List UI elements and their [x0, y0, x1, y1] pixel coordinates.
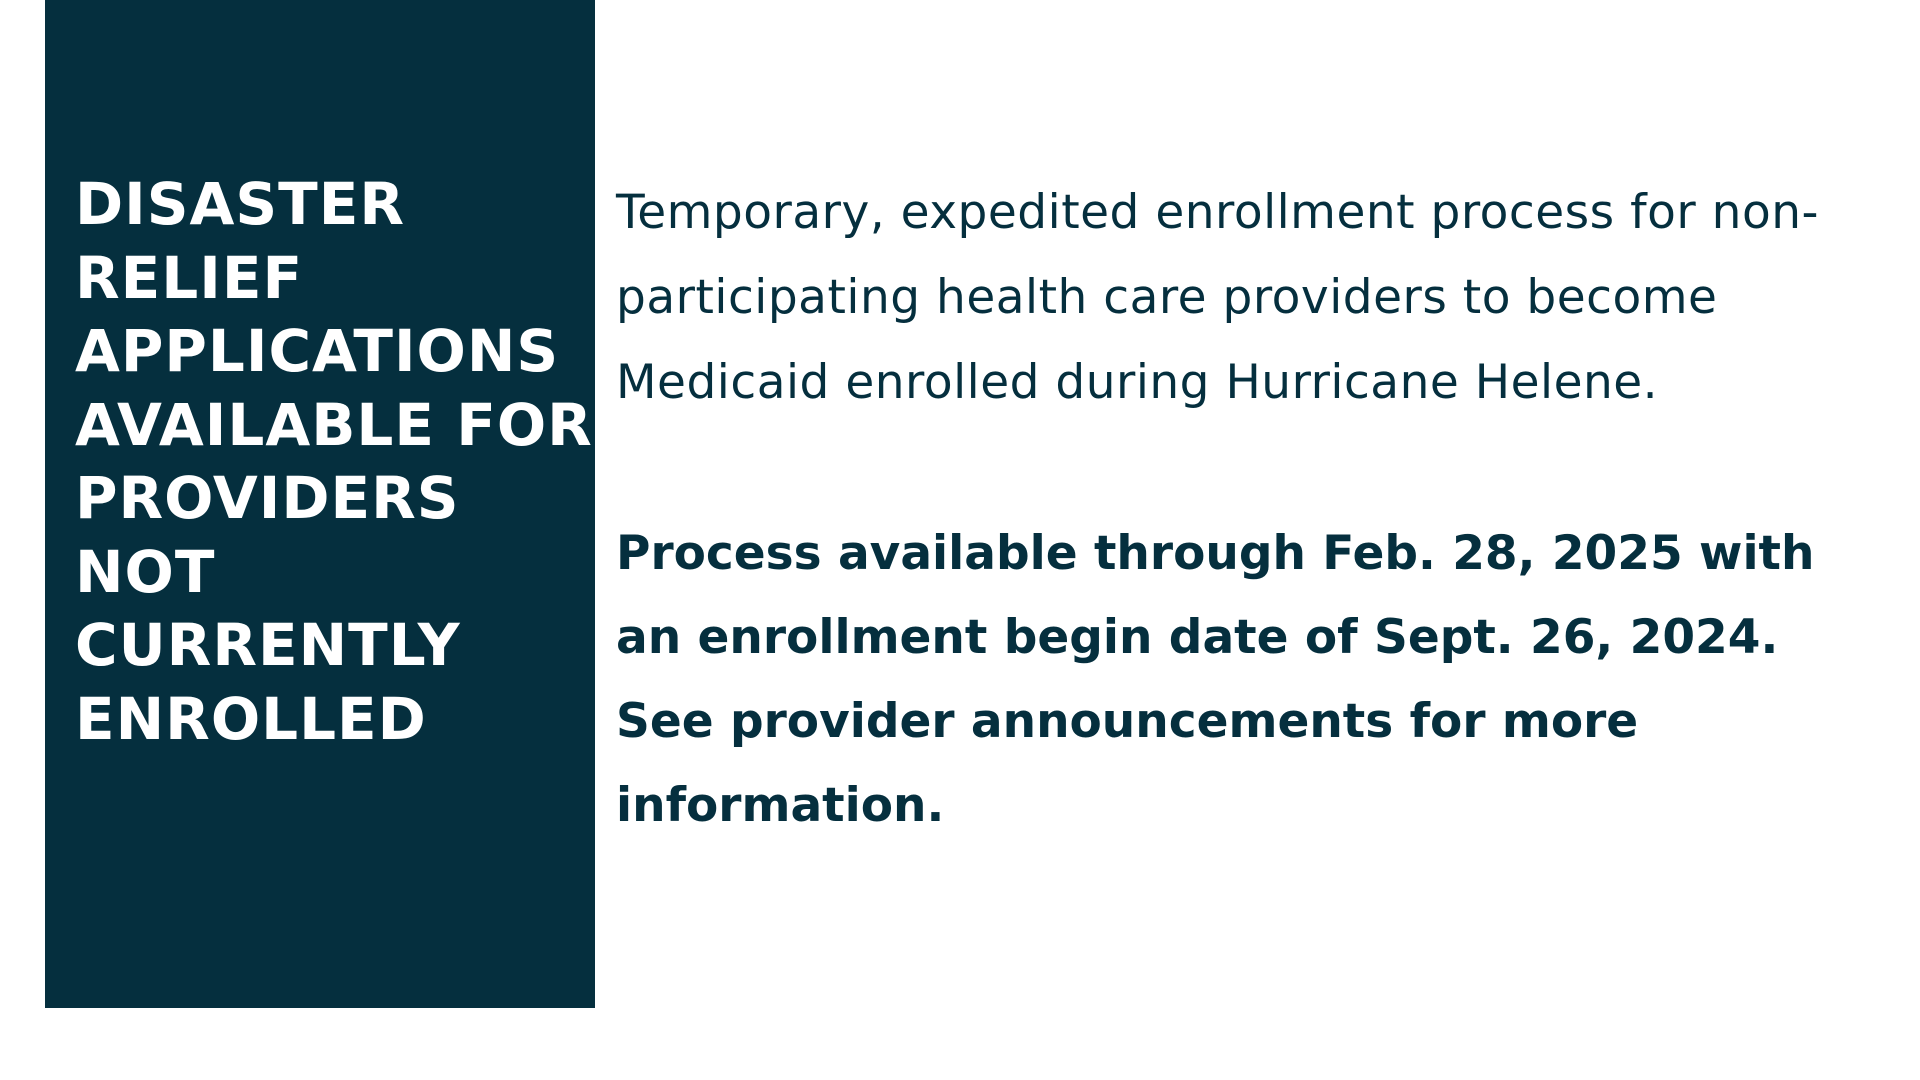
intro-line: Medicaid enrolled during Hurricane Helene. — [616, 355, 1659, 410]
headline-line: PROVIDERS — [75, 464, 460, 532]
intro-line: participating health care providers to become — [616, 270, 1718, 325]
headline-line: NOT — [75, 537, 216, 606]
headline — [75, 168, 595, 756]
details-line: Process available through Feb. 28, 2025 with — [616, 526, 1815, 581]
headline-line: RELIEF — [75, 243, 304, 312]
intro-paragraph — [616, 170, 1916, 425]
headline-line: ENROLLED — [75, 684, 427, 753]
headline-line: AVAILABLE FOR — [75, 390, 593, 459]
intro-line: Temporary, expedited enrollment process for non- — [616, 185, 1819, 240]
headline-line: DISASTER — [75, 170, 406, 238]
headline-line: CURRENTLY — [75, 611, 461, 679]
details-line: an enrollment begin date of Sept. 26, 2024. — [616, 610, 1779, 665]
details-line: See provider announcements for more — [616, 694, 1639, 749]
headline-line: APPLICATIONS — [75, 317, 560, 385]
details-line: information. — [616, 778, 945, 833]
details-paragraph — [616, 512, 1916, 848]
